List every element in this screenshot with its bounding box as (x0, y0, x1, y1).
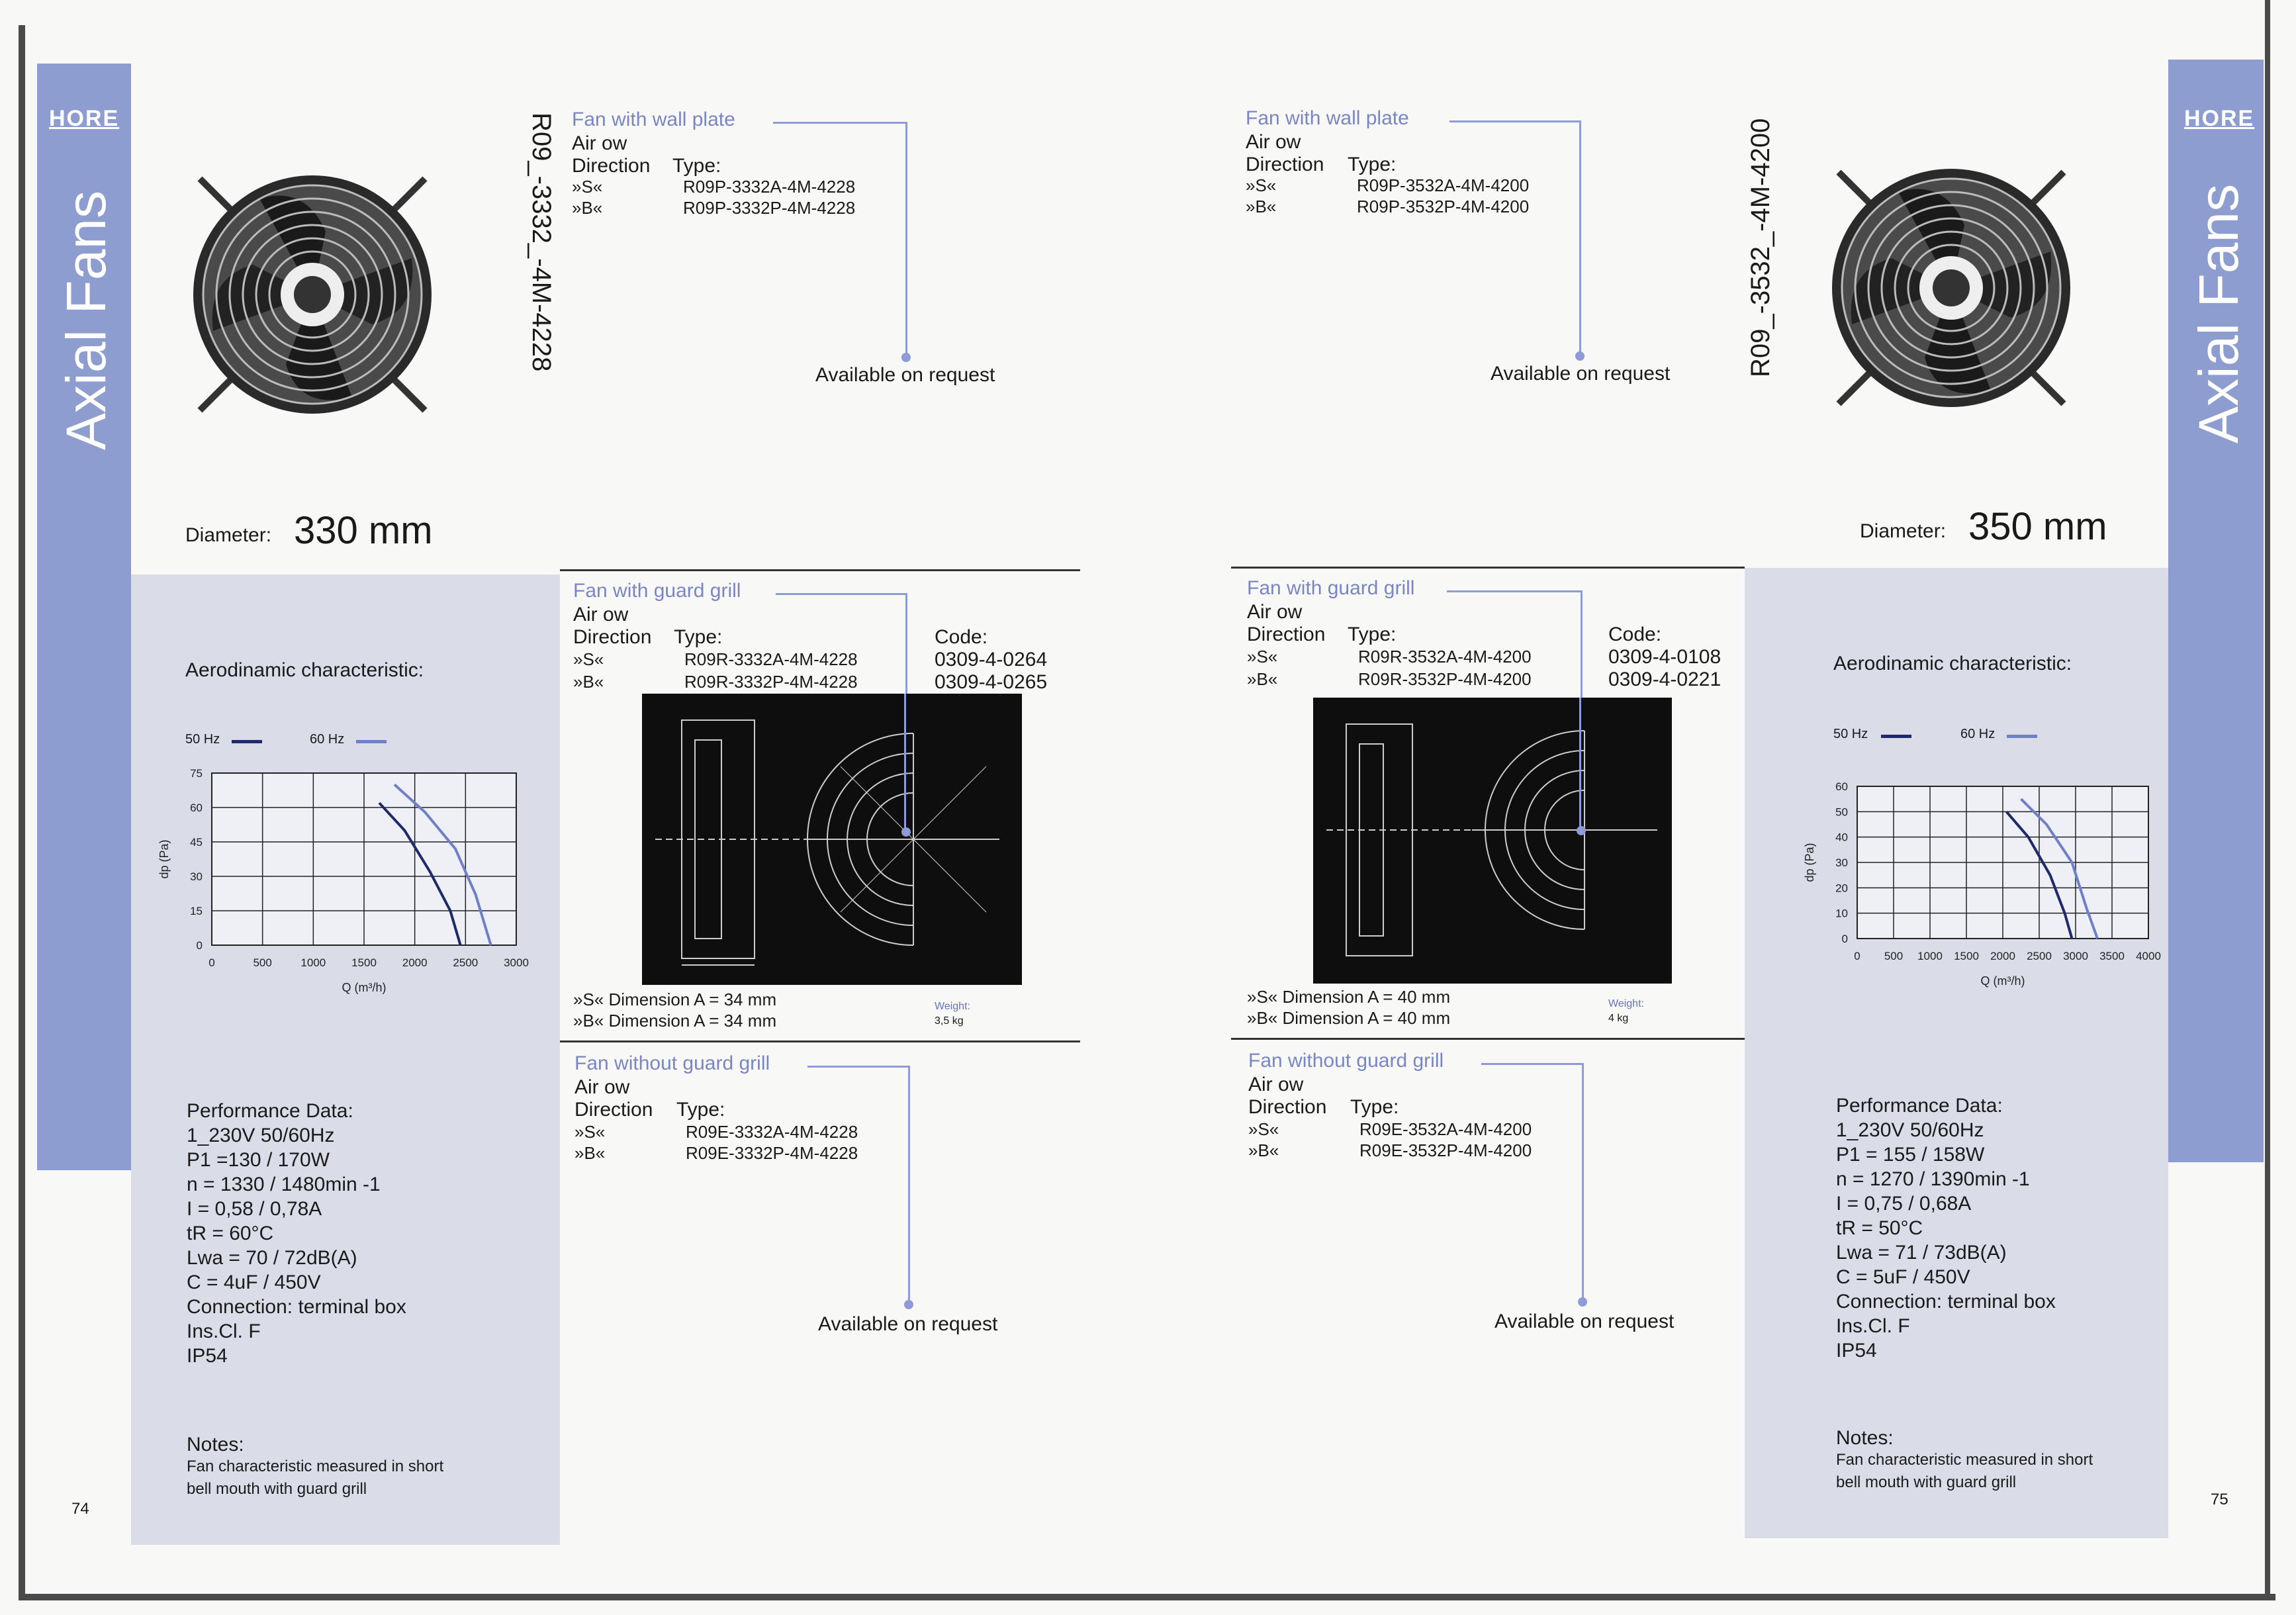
chart-y-tick-label: 40 (1835, 831, 1848, 844)
right-performance-line: tR = 50°C (1836, 1217, 1923, 1239)
chart-x-tick-label: 1500 (1954, 950, 1979, 962)
right-notes-line-1: Fan characteristic measured in short (1836, 1451, 2093, 1469)
chart-x-tick-label: 2500 (2027, 950, 2052, 962)
chart-x-tick-label: 3000 (504, 956, 529, 969)
page-edge-right (2265, 0, 2270, 1600)
left-guard-weight-value: 3,5 kg (935, 1015, 964, 1027)
right-guard-code-label: Code: (1608, 623, 1662, 645)
left-wall-plate-direction: Direction (572, 155, 651, 177)
chart-x-tick-label: 1000 (1917, 950, 1943, 962)
right-performance-line: C = 5uF / 450V (1836, 1266, 1970, 1288)
left-noguard-availability: Available on request (818, 1313, 998, 1335)
chart-y-axis-label: dp (Pa) (1803, 843, 1816, 882)
right-noguard-direction: Direction (1248, 1096, 1327, 1118)
right-performance-line: I = 0,75 / 0,68A (1836, 1193, 1972, 1215)
right-wall-plate-connector (1449, 120, 1581, 358)
right-performance-line: Ins.Cl. F (1836, 1315, 1910, 1337)
left-aero-title: Aerodinamic characteristic: (185, 659, 424, 681)
right-noguard-dir-s: »S« (1248, 1119, 1279, 1139)
right-section-title: Axial Fans (2187, 183, 2250, 443)
right-noguard-type-label: Type: (1350, 1096, 1399, 1118)
chart-y-tick-label: 10 (1835, 907, 1848, 920)
right-wall-plate-title: Fan with wall plate (1246, 107, 1409, 129)
right-performance-line: IP54 (1836, 1340, 1877, 1361)
right-noguard-type-s: R09E-3532A-4M-4200 (1359, 1119, 1532, 1139)
right-guard-dim-b: »B« Dimension A = 40 mm (1247, 1008, 1451, 1028)
left-wall-plate-dir-s: »S« (572, 177, 603, 197)
left-performance-line: P1 =130 / 170W (187, 1149, 330, 1171)
left-guard-code-s: 0309-4-0264 (935, 649, 1048, 670)
right-wall-plate-direction: Direction (1246, 154, 1324, 175)
chart-x-tick-label: 3000 (2063, 950, 2088, 962)
left-wall-plate-dot (901, 353, 911, 362)
left-section-title: Axial Fans (55, 190, 117, 450)
right-guard-bottom-rule (1231, 1038, 1745, 1040)
left-performance-line: tR = 60°C (187, 1223, 274, 1244)
right-diameter-label: Diameter: (1860, 520, 1947, 542)
right-info-panel (1745, 568, 2168, 1538)
left-noguard-direction: Direction (574, 1099, 653, 1121)
right-guard-code-s: 0309-4-0108 (1608, 646, 1722, 668)
right-guard-weight-label: Weight: (1608, 998, 1644, 1009)
right-guard-type-s: R09R-3532A-4M-4200 (1358, 647, 1532, 667)
left-guard-airflow: Air ow (573, 604, 629, 625)
chart-y-tick-label: 30 (1835, 856, 1848, 869)
left-noguard-dir-b: »B« (574, 1143, 606, 1163)
right-performance-line: Connection: terminal box (1836, 1291, 2056, 1313)
left-performance (187, 1099, 406, 1368)
chart-x-tick-label: 1000 (300, 956, 326, 969)
right-brand-logo: HORE (2184, 106, 2255, 131)
left-fan-image (180, 159, 445, 437)
right-performance (1836, 1093, 2056, 1363)
left-guard-direction: Direction (573, 626, 652, 648)
chart-x-tick-label: 3500 (2099, 950, 2125, 962)
chart-x-tick-label: 2000 (1990, 950, 2015, 962)
left-wall-plate-type-label: Type: (672, 155, 721, 177)
chart-x-tick-label: 500 (1884, 950, 1904, 962)
left-performance-line: Ins.Cl. F (187, 1320, 261, 1342)
left-model-code: R09_-3332_-4M-4228 (527, 113, 556, 372)
right-guard-code-b: 0309-4-0221 (1608, 669, 1722, 690)
right-noguard-dir-b: »B« (1248, 1140, 1279, 1160)
right-wall-plate-dir-s: »S« (1246, 175, 1277, 195)
chart-y-axis-label: dp (Pa) (158, 839, 171, 879)
right-guard-connector-drop (1579, 698, 1581, 830)
chart-x-axis-label: Q (m³/h) (1980, 974, 2025, 988)
left-performance-title: Performance Data: (187, 1100, 353, 1122)
left-page-number: 74 (71, 1500, 89, 1518)
left-guard-title: Fan with guard grill (573, 580, 741, 602)
left-noguard-type-s: R09E-3332A-4M-4228 (686, 1122, 858, 1142)
left-wall-plate-connector (773, 122, 907, 359)
left-performance-line: I = 0,58 / 0,78A (187, 1198, 322, 1220)
left-guard-code-b: 0309-4-0265 (935, 671, 1048, 693)
left-guard-dir-b: »B« (573, 672, 604, 692)
left-performance-line: C = 4uF / 450V (187, 1271, 321, 1293)
right-guard-type-b: R09R-3532P-4M-4200 (1358, 669, 1532, 689)
left-performance-line: IP54 (187, 1345, 228, 1367)
chart-y-tick-label: 60 (1835, 780, 1848, 793)
left-legend-60: 60 Hz (310, 732, 345, 747)
right-performance-title: Performance Data: (1836, 1095, 2003, 1117)
left-guard-type-b: R09R-3332P-4M-4228 (684, 672, 858, 692)
left-guard-code-label: Code: (935, 626, 988, 648)
left-notes-line-1: Fan characteristic measured in short (187, 1457, 444, 1475)
left-guard-dir-s: »S« (573, 649, 604, 669)
right-performance-line: n = 1270 / 1390min -1 (1836, 1168, 2030, 1190)
left-wall-plate-title: Fan with wall plate (572, 109, 735, 130)
left-aero-chart (152, 760, 536, 1005)
right-noguard-type-b: R09E-3532P-4M-4200 (1359, 1140, 1532, 1160)
right-notes-line-2: bell mouth with guard grill (1836, 1473, 2017, 1491)
right-model-code: R09_-3532_-4M-4200 (1746, 118, 1775, 377)
left-guard-dim-b: »B« Dimension A = 34 mm (573, 1011, 777, 1031)
right-wall-plate-type-label: Type: (1348, 154, 1397, 175)
right-notes-title: Notes: (1836, 1427, 1894, 1449)
left-noguard-airflow: Air ow (574, 1076, 630, 1098)
left-guard-bottom-rule (560, 1040, 1080, 1042)
left-guard-top-rule (560, 569, 1080, 571)
left-guard-connector-drop (904, 694, 906, 831)
left-noguard-connector (807, 1066, 910, 1306)
right-aero-title: Aerodinamic characteristic: (1833, 653, 2072, 674)
right-wall-plate-type-s: R09P-3532A-4M-4200 (1357, 175, 1530, 195)
right-legend-60-swatch (2007, 735, 2037, 738)
chart-x-tick-label: 4000 (2136, 950, 2161, 962)
right-wall-plate-dot (1575, 351, 1584, 361)
left-diameter-label: Diameter: (185, 524, 272, 546)
chart-x-tick-label: 1500 (351, 956, 377, 969)
left-performance-line: n = 1330 / 1480min -1 (187, 1174, 381, 1195)
right-guard-dim-s: »S« Dimension A = 40 mm (1247, 987, 1451, 1007)
chart-y-tick-label: 30 (190, 870, 203, 883)
right-aero-chart (1798, 773, 2168, 998)
right-performance-line: P1 = 155 / 158W (1836, 1144, 1985, 1166)
left-guard-type-s: R09R-3332A-4M-4228 (684, 649, 858, 669)
right-fan-image (1819, 152, 2084, 430)
chart-x-tick-label: 2000 (402, 956, 428, 969)
left-performance-line: 1_230V 50/60Hz (187, 1125, 335, 1146)
left-guard-dot (901, 827, 911, 837)
right-legend-60: 60 Hz (1960, 727, 1996, 741)
left-guard-dim-s: »S« Dimension A = 34 mm (573, 990, 777, 1009)
left-noguard-dir-s: »S« (574, 1122, 606, 1142)
right-guard-weight-value: 4 kg (1608, 1013, 1629, 1024)
left-legend-50: 50 Hz (185, 732, 220, 747)
left-brand-logo: HORE (49, 106, 120, 131)
right-guard-dir-s: »S« (1247, 647, 1278, 667)
right-noguard-airflow: Air ow (1248, 1074, 1304, 1095)
chart-x-axis-label: Q (m³/h) (342, 981, 387, 994)
left-performance-line: Lwa = 70 / 72dB(A) (187, 1247, 357, 1269)
left-legend-60-swatch (356, 740, 387, 743)
left-legend-50-swatch (232, 740, 262, 743)
right-wall-plate-availability: Available on request (1491, 363, 1671, 385)
right-noguard-title: Fan without guard grill (1248, 1050, 1444, 1072)
left-guard-type-label: Type: (674, 626, 723, 648)
left-wall-plate-airflow: Air ow (572, 132, 627, 154)
left-guard-weight-label: Weight: (935, 1001, 970, 1012)
right-guard-airflow: Air ow (1247, 601, 1303, 623)
right-performance-line: 1_230V 50/60Hz (1836, 1119, 1984, 1141)
left-noguard-dot (904, 1300, 913, 1309)
right-guard-type-label: Type: (1348, 623, 1397, 645)
right-wall-plate-type-b: R09P-3532P-4M-4200 (1357, 197, 1530, 216)
left-performance-line: Connection: terminal box (187, 1296, 406, 1318)
chart-y-tick-label: 75 (190, 767, 203, 780)
left-wall-plate-dir-b: »B« (572, 198, 603, 218)
chart-x-tick-label: 0 (1854, 950, 1860, 962)
right-guard-title: Fan with guard grill (1247, 577, 1415, 599)
left-wall-plate-type-s: R09P-3332A-4M-4228 (683, 177, 856, 197)
right-noguard-availability: Available on request (1494, 1311, 1675, 1332)
chart-y-tick-label: 50 (1835, 806, 1848, 819)
right-legend-50: 50 Hz (1833, 727, 1868, 741)
page-edge-left (19, 25, 25, 1600)
chart-x-tick-label: 0 (208, 956, 215, 969)
left-noguard-title: Fan without guard grill (574, 1052, 770, 1074)
chart-y-tick-label: 45 (190, 836, 203, 849)
right-legend-50-swatch (1881, 735, 1911, 738)
left-noguard-type-label: Type: (676, 1099, 725, 1121)
right-noguard-dot (1578, 1297, 1587, 1307)
left-diameter-value: 330 mm (294, 509, 433, 552)
right-performance-line: Lwa = 71 / 73dB(A) (1836, 1242, 2007, 1264)
chart-x-tick-label: 500 (253, 956, 272, 969)
right-guard-dir-b: »B« (1247, 669, 1278, 689)
right-guard-direction: Direction (1247, 623, 1326, 645)
right-wall-plate-airflow: Air ow (1246, 131, 1301, 153)
right-guard-dot (1577, 826, 1586, 835)
left-notes-line-2: bell mouth with guard grill (187, 1480, 367, 1498)
left-noguard-type-b: R09E-3332P-4M-4228 (686, 1143, 858, 1163)
page-edge-bottom (25, 1594, 2275, 1600)
left-wall-plate-availability: Available on request (815, 364, 995, 386)
right-technical-drawing (1313, 698, 1672, 984)
right-wall-plate-dir-b: »B« (1246, 197, 1277, 216)
left-notes-title: Notes: (187, 1434, 244, 1455)
chart-y-tick-label: 20 (1835, 882, 1848, 895)
chart-y-tick-label: 15 (190, 905, 203, 917)
chart-y-tick-label: 0 (1841, 933, 1848, 945)
left-info-panel (131, 575, 560, 1545)
right-noguard-connector (1481, 1063, 1584, 1303)
right-page-number: 75 (2211, 1491, 2228, 1508)
chart-y-tick-label: 60 (190, 802, 203, 814)
chart-y-tick-label: 0 (196, 939, 203, 952)
left-wall-plate-type-b: R09P-3332P-4M-4228 (683, 198, 856, 218)
right-guard-top-rule (1231, 567, 1745, 569)
chart-x-tick-label: 2500 (453, 956, 479, 969)
right-diameter-value: 350 mm (1968, 505, 2107, 548)
left-technical-drawing (642, 694, 1022, 985)
